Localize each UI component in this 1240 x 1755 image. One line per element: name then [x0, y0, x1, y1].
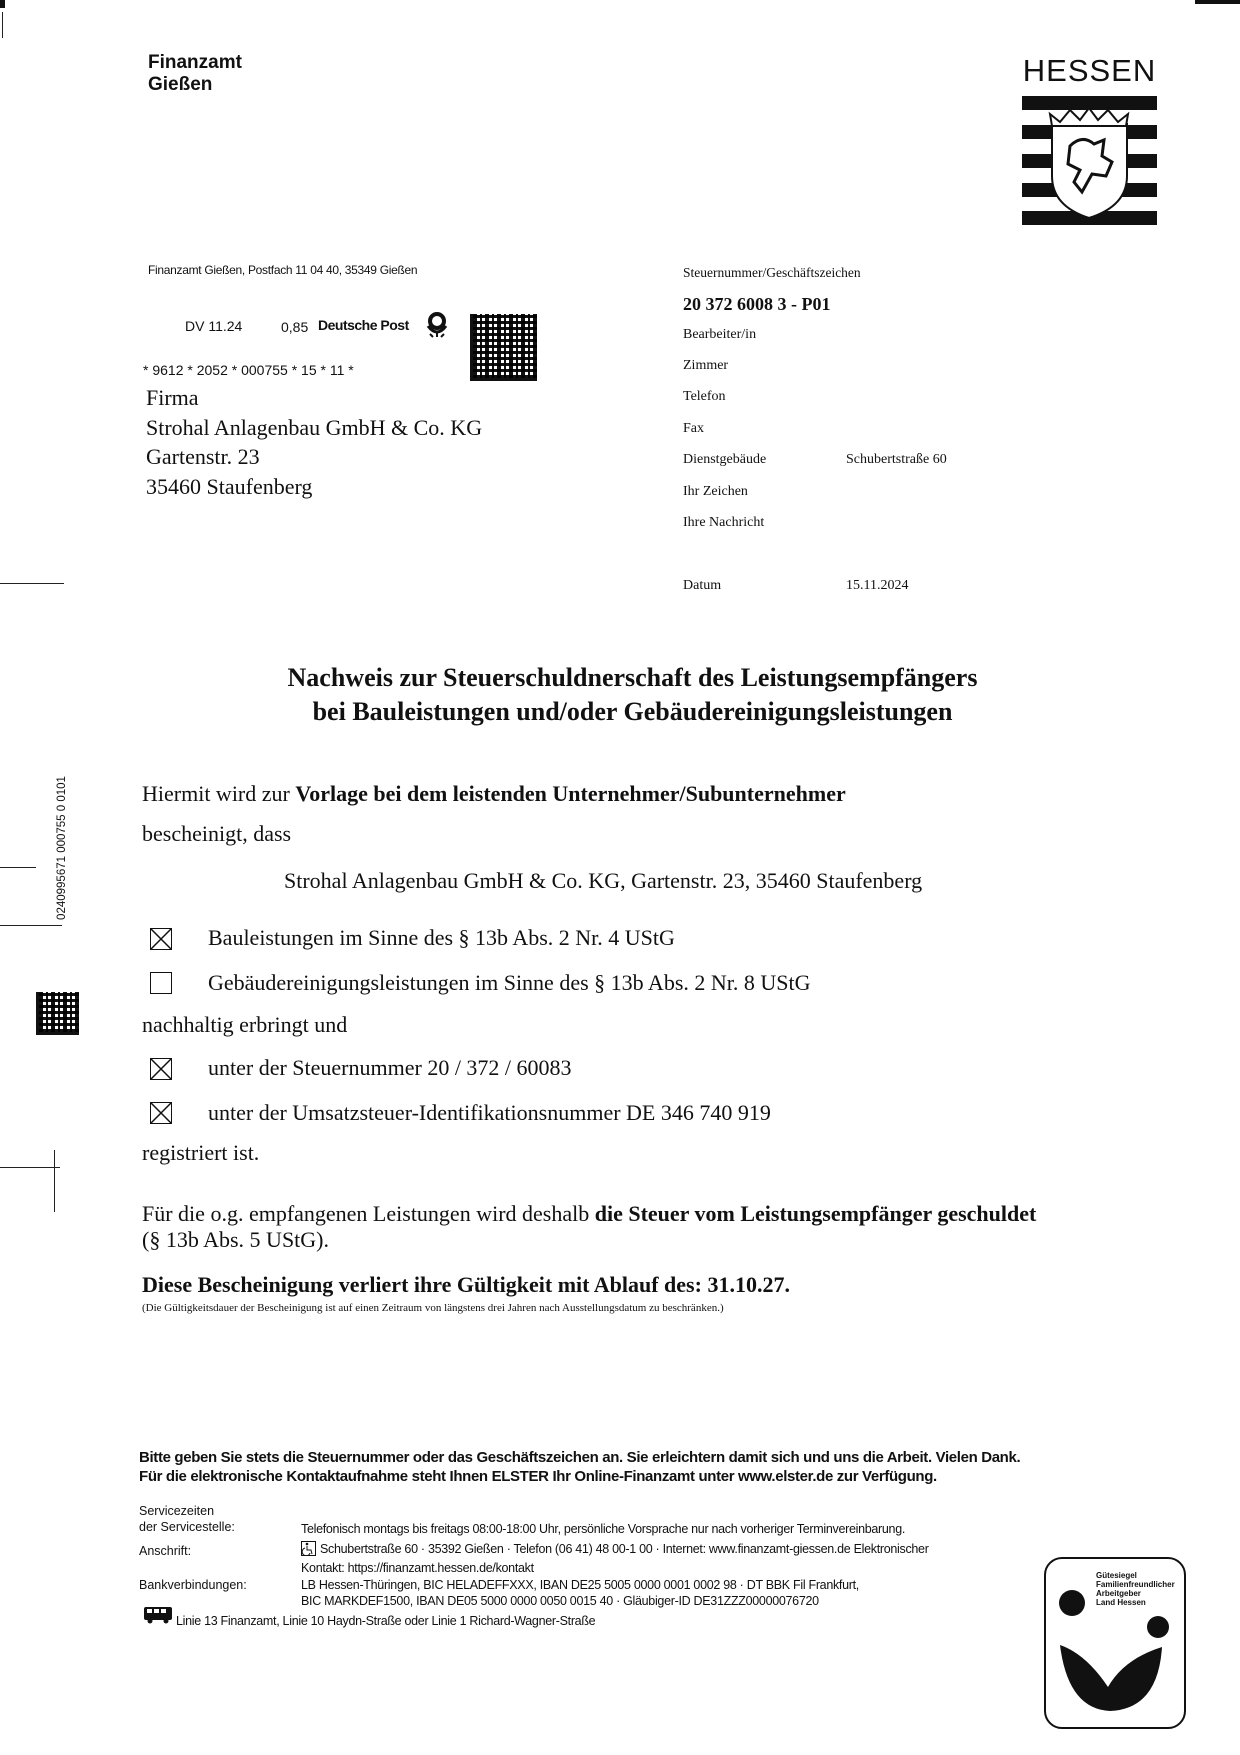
recipient-line: Firma — [146, 385, 199, 410]
hessen-logo — [1022, 54, 1157, 224]
intro-continued: bescheinigt, dass — [142, 821, 292, 846]
coat-of-arms-icon — [1022, 96, 1157, 226]
bank-details: BIC MARKDEF1500, IBAN DE05 5000 0000 0050 0015 40 · Gläubiger-ID DE31ZZZ00000076720 — [301, 1594, 819, 1608]
info-field-label: Bearbeiter/in — [683, 327, 757, 342]
service-label: Servicezeiten — [139, 1504, 215, 1518]
check-x-icon — [151, 929, 171, 949]
fold-mark — [54, 1150, 55, 1212]
date-value: 15.11.2024 — [846, 578, 909, 593]
checkbox-gebaeudereinigung[interactable] — [150, 972, 172, 994]
bus-icon — [143, 1606, 173, 1624]
bank-label: Bankverbindungen: — [139, 1578, 247, 1592]
info-field-label: Ihre Nachricht — [683, 515, 765, 530]
footer-notice: Für die elektronische Kontaktaufnahme steht Ihnen ELSTER Ihr Online-Finanzamt unter www.elster.de zur Verfügung. — [139, 1468, 937, 1485]
scan-mark — [0, 0, 5, 8]
side-code: 0240995671 000755 0 0101 — [56, 776, 68, 920]
office-address: Schubertstraße 60 · 35392 Gießen · Telefon (06 41) 48 00-1 00 · Internet: www.finanzamt-giessen.de Elektronischer — [320, 1542, 929, 1556]
seal-line: Familienfreundlicher — [1096, 1580, 1175, 1589]
postage-amount: 0,85 — [281, 319, 309, 335]
postage-datamatrix — [470, 314, 537, 381]
document-title: Nachweis zur Steuerschuldnerschaft des Leistungsempfängers — [287, 663, 978, 692]
recipient-line: Gartenstr. 23 — [146, 444, 260, 469]
ref-label: Steuernummer/Geschäftszeichen — [683, 265, 861, 280]
sender-name — [148, 52, 242, 96]
family-employer-seal — [1044, 1557, 1186, 1729]
fold-mark — [0, 867, 36, 868]
side-datamatrix — [36, 992, 79, 1035]
postage-dv: DV 11.24 — [185, 318, 243, 334]
fold-mark — [0, 583, 64, 584]
service-label: Bauleistungen im Sinne des § 13b Abs. 2 Nr. 4 UStG — [208, 925, 675, 950]
hessen-logo-text: HESSEN — [1022, 53, 1157, 88]
liability-text: Für die o.g. empfangenen Leistungen wird deshalb — [142, 1201, 595, 1226]
checkbox-steuernummer[interactable] — [150, 1058, 172, 1080]
posthorn-icon — [424, 312, 450, 338]
recipient-line: Strohal Anlagenbau GmbH & Co. KG — [146, 414, 483, 440]
certified-company: Strohal Anlagenbau GmbH & Co. KG, Gartenstr. 23, 35460 Staufenberg — [284, 868, 923, 893]
document-subtitle: bei Bauleistungen und/oder Gebäudereinigungsleistungen — [312, 697, 953, 726]
transit-info: Linie 13 Finanzamt, Linie 10 Haydn-Straße oder Linie 1 Richard-Wagner-Straße — [176, 1614, 596, 1628]
sender-line: Finanzamt — [148, 52, 242, 73]
checkbox-ust-id[interactable] — [150, 1102, 172, 1124]
service-hours: Telefonisch montags bis freitags 08:00-18:00 Uhr, persönliche Vorsprache nur nach vorheriger Terminvereinbarung. — [301, 1522, 906, 1536]
address-label: Anschrift: — [139, 1544, 192, 1558]
recipient-address — [146, 383, 482, 501]
info-field-value: Schubertstraße 60 — [846, 452, 947, 467]
validity-statement: Diese Bescheinigung verliert ihre Gültigkeit mit Ablauf des: 31.10.27. — [142, 1272, 790, 1297]
intro-bold: Vorlage bei dem leistenden Unternehmer/Subunternehmer — [295, 781, 846, 806]
service-label: der Servicestelle: — [139, 1520, 235, 1534]
recipient-line: 35460 Staufenberg — [146, 473, 313, 499]
postage-carrier: Deutsche Post — [318, 317, 409, 333]
liability-paragraph — [142, 1201, 1036, 1227]
intro-text: Hiermit wird zur — [142, 781, 296, 806]
wheelchair-icon — [301, 1541, 316, 1556]
checkbox-bauleistungen[interactable] — [150, 928, 172, 950]
check-x-icon — [151, 1059, 171, 1079]
liability-reference: (§ 13b Abs. 5 UStG). — [142, 1227, 330, 1252]
date-label: Datum — [683, 578, 722, 593]
info-field-label: Fax — [683, 421, 704, 436]
registration-label: unter der Umsatzsteuer-Identifikationsnummer DE 346 740 919 — [208, 1100, 771, 1125]
bank-details: LB Hessen-Thüringen, BIC HELADEFFXXX, IBAN DE25 5005 0000 0001 0002 98 · DT BBK Fil Frankfurt, — [301, 1578, 859, 1592]
smiley-icon — [1046, 1559, 1184, 1727]
liability-bold: die Steuer vom Leistungsempfänger geschuldet — [594, 1201, 1037, 1226]
registration-label: unter der Steuernummer 20 / 372 / 60083 — [208, 1055, 572, 1080]
return-address: Finanzamt Gießen, Postfach 11 04 40, 35349 Gießen — [148, 263, 418, 277]
scan-mark — [2, 12, 3, 38]
seal-line: Gütesiegel — [1096, 1571, 1137, 1580]
ref-value: 20 372 6008 3 - P01 — [683, 294, 831, 314]
info-field-label: Zimmer — [683, 358, 729, 373]
mid-text: nachhaltig erbringt und — [142, 1012, 348, 1037]
fold-mark — [0, 925, 62, 926]
info-field-label: Dienstgebäude — [683, 452, 767, 467]
intro-line — [142, 781, 846, 807]
sender-line: Gießen — [148, 74, 213, 95]
scan-mark — [1195, 0, 1240, 4]
fold-mark — [0, 1167, 60, 1168]
mail-code: * 9612 * 2052 * 000755 * 15 * 11 * — [143, 362, 354, 378]
info-field-label: Ihr Zeichen — [683, 484, 748, 499]
info-field-label: Telefon — [683, 389, 726, 404]
footer-notice: Bitte geben Sie stets die Steuernummer oder das Geschäftszeichen an. Sie erleichtern damit sich und uns die Arbeit. Vielen Dank. — [139, 1449, 1021, 1466]
seal-line: Land Hessen — [1096, 1598, 1146, 1607]
check-x-icon — [151, 1103, 171, 1123]
seal-line: Arbeitgeber — [1096, 1589, 1141, 1598]
end-text: registriert ist. — [142, 1140, 260, 1165]
office-contact: Kontakt: https://finanzamt.hessen.de/kontakt — [301, 1561, 534, 1575]
validity-note: (Die Gültigkeitsdauer der Bescheinigung ist auf einen Zeitraum von längstens drei Jahren nach Ausstellungsdatum zu beschränken.) — [142, 1302, 724, 1314]
service-label: Gebäudereinigungsleistungen im Sinne des § 13b Abs. 2 Nr. 8 UStG — [208, 970, 811, 995]
